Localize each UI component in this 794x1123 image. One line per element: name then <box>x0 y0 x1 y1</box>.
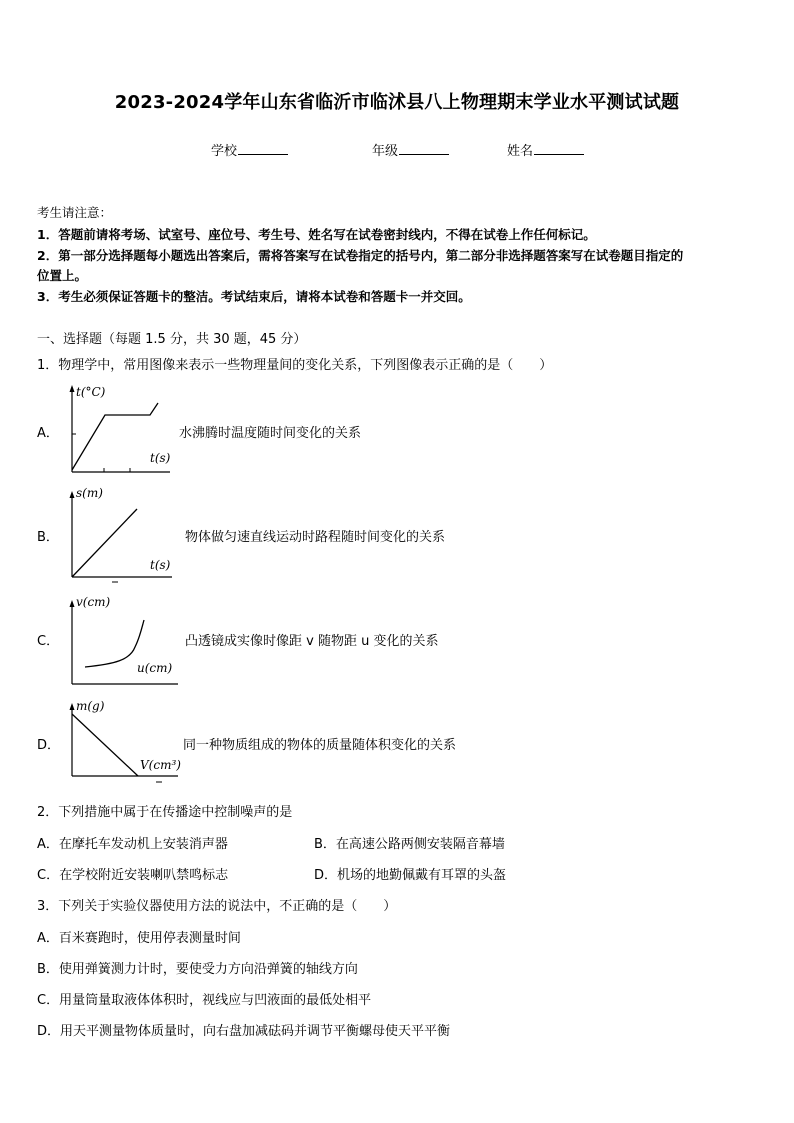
q1-option-a-text: 水沸腾时温度随时间变化的关系 <box>179 426 362 441</box>
q1-option-b-letter: B． <box>37 530 59 545</box>
q1-option-a-letter: A． <box>37 426 59 441</box>
q1-option-c-x-label: u(cm) <box>137 661 173 675</box>
q1-option-b-y-label: s(m) <box>76 486 103 500</box>
q1-option-c-graph <box>60 592 185 692</box>
q1-option-d-graph <box>60 696 185 792</box>
school-blank[interactable] <box>238 143 288 155</box>
name-field <box>507 140 584 159</box>
grade-label: 年级 <box>372 144 399 159</box>
q1-option-c-letter: C． <box>37 634 60 649</box>
school-field <box>211 140 288 159</box>
q1-option-d-letter: D． <box>37 738 61 753</box>
school-label: 学校 <box>211 144 238 159</box>
exam-title: 2023-2024学年山东省临沂市临沭县八上物理期末学业水平测试试题 <box>114 92 680 113</box>
name-blank[interactable] <box>534 143 584 155</box>
note-item: 2．第一部分选择题每小题选出答案后，需将答案写在试卷指定的括号内，第二部分非选择题答案写在试卷题目指定的 <box>37 248 684 263</box>
name-label: 姓名 <box>507 144 534 159</box>
note-item: 3．考生必须保证答题卡的整洁。考试结束后，请将本试卷和答题卡一并交回。 <box>37 289 471 304</box>
q1-option-b-graph <box>60 484 175 584</box>
q3-option-b: B．使用弹簧测力计时，要使受力方向沿弹簧的轴线方向 <box>37 962 358 977</box>
q1-option-c-y-label: v(cm) <box>76 595 111 609</box>
question-3-stem: 3．下列关于实验仪器使用方法的说法中，不正确的是（ ） <box>37 899 397 914</box>
q1-option-a-graph <box>60 382 175 482</box>
q3-option-c: C．用量筒量取液体体积时，视线应与凹液面的最低处相平 <box>37 993 372 1008</box>
q3-option-d: D．用天平测量物体质量时，向右盘加减砝码并调节平衡螺母使天平平衡 <box>37 1024 451 1039</box>
note-item: 位置上。 <box>37 268 88 283</box>
q1-option-b-x-label: t(s) <box>150 558 171 572</box>
q1-option-c-text: 凸透镜成实像时像距 v 随物距 u 变化的关系 <box>185 634 439 649</box>
q3-option-a: A．百米赛跑时，使用停表测量时间 <box>37 931 241 946</box>
note-item: 1．答题前请将考场、试室号、座位号、考生号、姓名写在试卷密封线内，不得在试卷上作任何标记。 <box>37 227 596 242</box>
q1-option-b-text: 物体做匀速直线运动时路程随时间变化的关系 <box>185 530 446 545</box>
question-2-stem: 2．下列措施中属于在传播途中控制噪声的是 <box>37 805 293 820</box>
q1-option-d-text: 同一种物质组成的物体的质量随体积变化的关系 <box>183 738 457 753</box>
q1-option-a-x-label: t(s) <box>150 451 171 465</box>
q1-option-d-y-label: m(g) <box>76 699 105 713</box>
grade-field <box>372 140 449 159</box>
q2-option-b: B．在高速公路两侧安装隔音幕墙 <box>314 837 505 852</box>
q2-option-a: A．在摩托车发动机上安装消声器 <box>37 837 228 852</box>
grade-blank[interactable] <box>399 143 449 155</box>
section-heading: 一、选择题（每题 1.5 分，共 30 题，45 分） <box>37 332 307 347</box>
q1-option-a-y-label: t(°C) <box>76 385 106 399</box>
q2-option-d: D．机场的地勤佩戴有耳罩的头盔 <box>314 868 507 883</box>
notes-heading: 考生请注意： <box>37 205 113 220</box>
q1-option-d-x-label: V(cm³) <box>140 758 181 772</box>
q2-option-c: C．在学校附近安装喇叭禁鸣标志 <box>37 868 229 883</box>
question-1-stem: 1．物理学中，常用图像来表示一些物理量间的变化关系，下列图像表示正确的是（ ） <box>37 358 553 373</box>
